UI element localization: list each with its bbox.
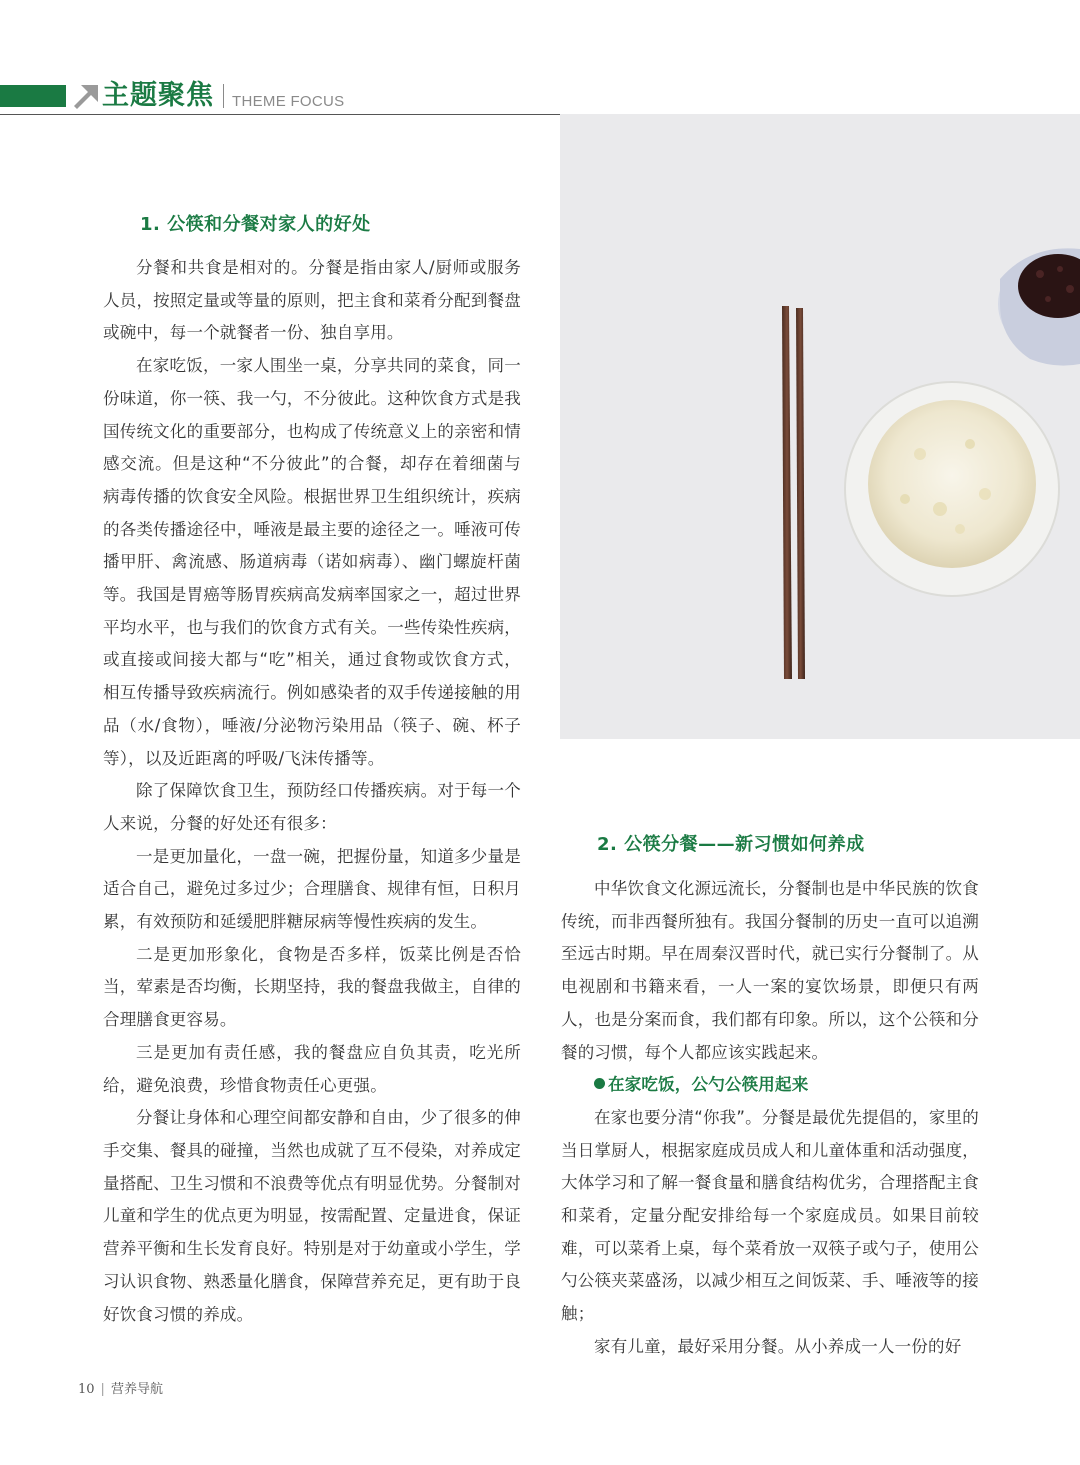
paragraph: 分餐让身体和心理空间都安静和自由，少了很多的伸手交集、餐具的碰撞，当然也成就了互不侵染，对养成定量搭配、卫生习惯和不浪费等优点有明显优势。分餐制对儿童和学生的优点更为明显，按需配置、定量进食，保证营养平衡和生长发育良好。特别是对于幼童或小学生，学习认识食物、熟悉量化膳食，保障营养充足，更有助于良好饮食习惯的养成。	[103, 1108, 521, 1324]
paragraph: 二是更加形象化，食物是否多样，饭菜比例是否恰当，荤素是否均衡，长期坚持，我的餐盘我做主，自律的合理膳食更容易。	[103, 944, 521, 1030]
page-footer	[78, 1378, 163, 1397]
paragraph: 三是更加有责任感，我的餐盘应自负其责，吃光所给，避免浪费，珍惜食物责任心更强。	[103, 1042, 521, 1095]
rice-bowl-icon	[845, 382, 1059, 596]
sauce-dish-icon	[998, 248, 1080, 365]
chopsticks-rice-photo	[560, 114, 1080, 739]
right-column	[561, 873, 979, 1364]
paragraph: 除了保障饮食卫生，预防经口传播疾病。对于每一个人来说，分餐的好处还有很多：	[103, 781, 521, 833]
section1-heading: 1. 公筷和分餐对家人的好处	[140, 214, 371, 235]
section-title: 主题聚焦	[102, 80, 214, 111]
section-subtitle: THEME FOCUS	[232, 93, 345, 110]
left-column	[103, 252, 521, 1331]
publication-name: 营养导航	[110, 1382, 163, 1397]
paragraph: 家有儿童，最好采用分餐。从小养成一人一份的好	[594, 1336, 962, 1356]
arrow-icon	[72, 82, 100, 110]
bullet-text: 在家吃饭，公勺公筷用起来	[608, 1075, 809, 1095]
paragraph: 在家吃饭，一家人围坐一桌，分享共同的菜食，同一份味道，你一筷、我一勺，不分彼此。这种饮食方式是我国传统文化的重要部分，也构成了传统意义上的亲密和情感交流。但是这种“不分彼此”的合餐，却存在着细菌与病毒传播的饮食安全风险。根据世界卫生组织统计，疾病的各类传播途径中，唾液是最主要的途径之一。唾液可传播甲肝、禽流感、肠道病毒（诺如病毒）、幽门螺旋杆菌等。我国是胃癌等肠胃疾病高发病率国家之一，超过世界平均水平，也与我们的饮食方式有关。一些传染性疾病，或直接或间接大都与“吃”相关，通过食物或饮食方式，相互传播导致疾病流行。例如感染者的双手传递接触的用品（水/食物），唾液/分泌物污染用品（筷子、碗、杯子等），以及近距离的呼吸/飞沫传播等。	[103, 356, 521, 768]
paragraph: 一是更加量化，一盘一碗，把握份量，知道多少量是适合自己，避免过多过少；合理膳食、规律有恒，日积月累，有效预防和延缓肥胖糖尿病等慢性疾病的发生。	[103, 846, 521, 932]
bullet-subheading	[561, 1069, 979, 1102]
photo-illustration	[560, 114, 1080, 739]
paragraph: 在家也要分清“你我”。分餐是最优先提倡的，家里的当日掌厨人，根据家庭成员成人和儿童体重和活动强度，大体学习和了解一餐食量和膳食结构优劣，合理搭配主食和菜肴，定量分配安排给每一个家庭成员。如果目前较难，可以菜肴上桌，每个菜肴放一双筷子或勺子，使用公勺公筷夹菜盛汤，以减少相互之间饭菜、手、唾液等的接触；	[561, 1107, 979, 1324]
paragraph: 分餐和共食是相对的。分餐是指由家人/厨师或服务人员，按照定量或等量的原则，把主食和菜肴分配到餐盘或碗中，每一个就餐者一份、独自享用。	[103, 258, 521, 343]
section2-heading: 2. 公筷分餐——新习惯如何养成	[597, 834, 865, 855]
footer-divider: |	[100, 1382, 105, 1397]
header-divider	[223, 84, 224, 108]
page-number: 10	[78, 1382, 95, 1397]
header-rule	[0, 114, 560, 115]
header-accent-bar	[0, 85, 66, 107]
bullet-dot-icon	[594, 1078, 605, 1089]
paragraph: 中华饮食文化源远流长，分餐制也是中华民族的饮食传统，而非西餐所独有。我国分餐制的历史一直可以追溯至远古时期。早在周秦汉晋时代，就已实行分餐制了。从电视剧和书籍来看，一人一案的宴饮场景，即便只有两人，也是分案而食，我们都有印象。所以，这个公筷和分餐的习惯，每个人都应该实践起来。	[561, 879, 979, 1062]
chopsticks-icon	[782, 306, 805, 679]
